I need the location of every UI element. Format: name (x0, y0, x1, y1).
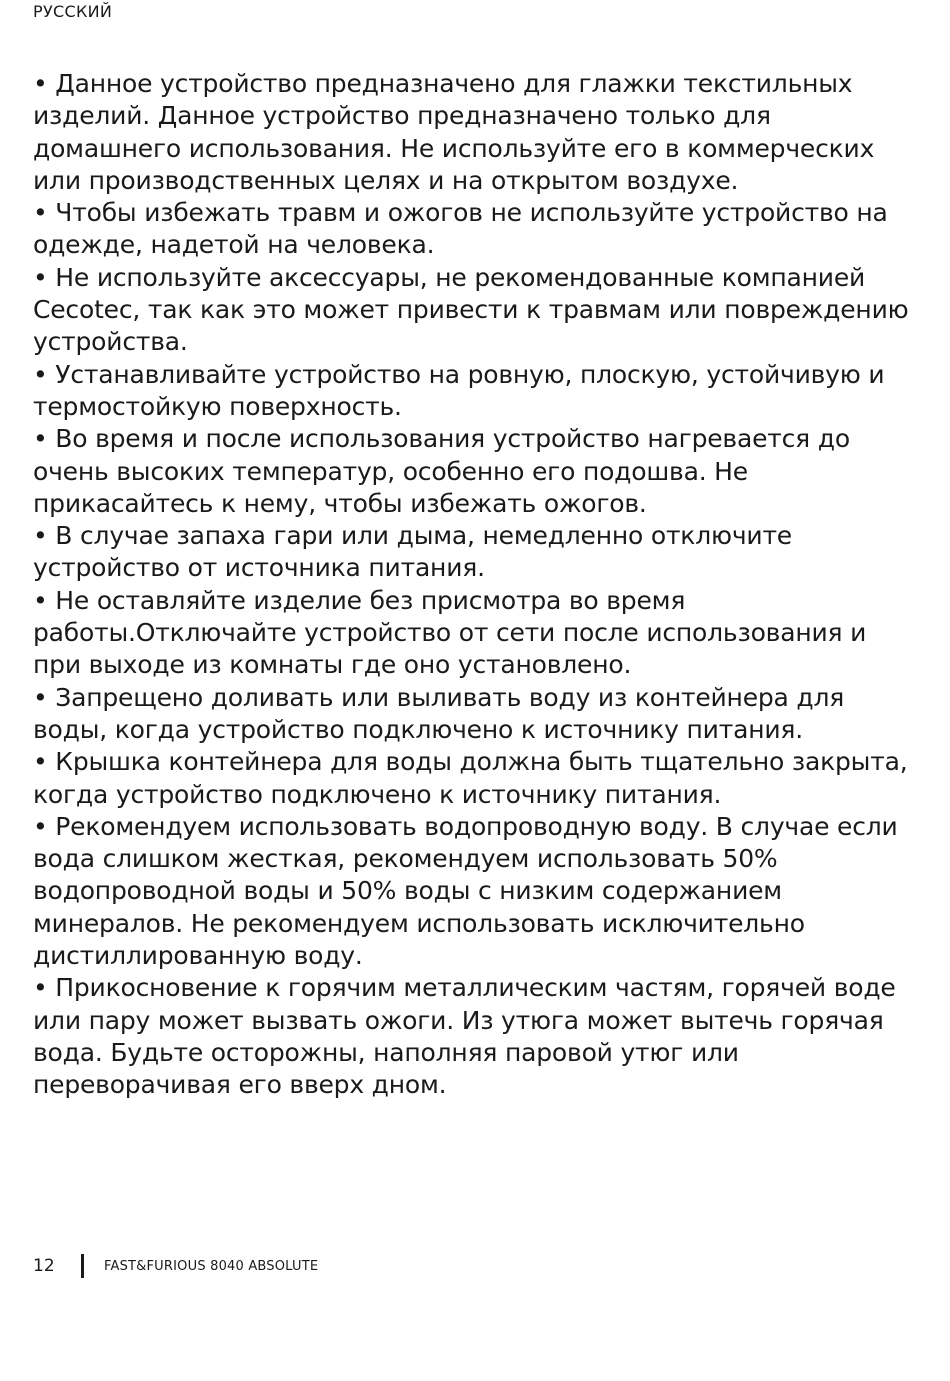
footer-divider (81, 1254, 84, 1278)
instruction-item: • Данное устройство предназначено для глажки текстильных изделий. Данное устройство предназначено только для домашнего использования. Не используйте его в коммерческих или производственных целях и на открытом воздухе. (33, 69, 875, 195)
instruction-item: • Чтобы избежать травм и ожогов не используйте устройство на одежде, надетой на человека. (33, 198, 888, 260)
instruction-item: • Рекомендуем использовать водопроводную воду. В случае если вода слишком жесткая, рекомендуем использовать 50% водопроводной воды и 50% воды с низким содержанием минералов. Не рекомендуем использовать исключительно дистиллированную воду. (33, 811, 898, 971)
page-number: 12 (33, 1256, 55, 1276)
instruction-item: • Прикосновение к горячим металлическим частям, горячей воде или пару может вызвать ожоги. Из утюга может вытечь горячая вода. Будьте осторожны, наполняя паровой утюг или переворачивая его вверх дном. (33, 973, 896, 1100)
product-name: FAST&FURIOUS 8040 ABSOLUTE (104, 1258, 319, 1274)
instruction-item: • Крышка контейнера для воды должна быть тщательно закрыта, когда устройство подключено к источнику питания. (33, 747, 908, 809)
instruction-item: • Не используйте аксессуары, не рекомендованные компанией Cecotec, так как это может привести к травмам или повреждению устройства. (33, 262, 909, 357)
instruction-item: • В случае запаха гари или дыма, немедленно отключите устройство от источника питания. (33, 521, 792, 583)
instruction-item: • Устанавливайте устройство на ровную, плоскую, устойчивую и термостойкую поверхность. (33, 359, 885, 421)
instruction-item: • Не оставляйте изделие без присмотра во время работы.Отключайте устройство от сети после использования и при выходе из комнаты где оно установлено. (33, 585, 867, 680)
instruction-item: • Во время и после использования устройство нагревается до очень высоких температур, особенно его подошва. Не прикасайтесь к нему, чтобы избежать ожогов. (33, 424, 850, 518)
language-label: РУССКИЙ (33, 2, 113, 21)
instruction-item: • Запрещено доливать или выливать воду из контейнера для воды, когда устройство подключено к источнику питания. (33, 682, 845, 744)
safety-instructions (33, 68, 913, 1102)
page-footer (33, 1254, 318, 1278)
